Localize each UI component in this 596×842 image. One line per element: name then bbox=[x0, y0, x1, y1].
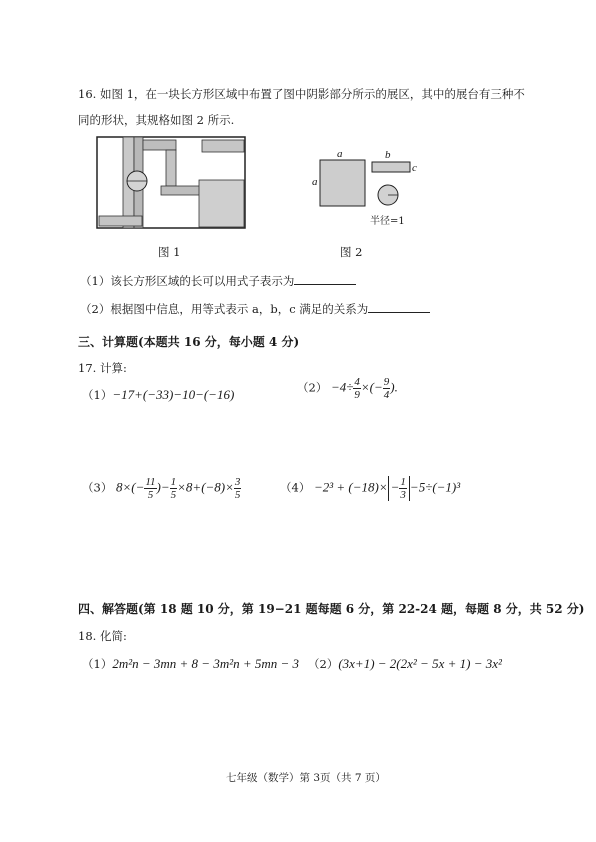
q17-p2-mid: ×(− bbox=[360, 379, 383, 395]
q18-label: 18. 化简: bbox=[78, 629, 127, 643]
section4-heading: 四、解答题(第 18 题 10 分，第 19−21 题每题 6 分，第 22-24 题，每题 8 分，共 52 分) bbox=[78, 602, 585, 616]
answer-blank-2[interactable] bbox=[368, 302, 430, 313]
q16-sub2 bbox=[80, 301, 430, 317]
q17-part4 bbox=[280, 476, 460, 501]
fig2-label-b: b bbox=[385, 149, 391, 161]
q17-p4-label: （4） bbox=[280, 480, 311, 495]
frac-den: 4 bbox=[383, 389, 390, 401]
section3-heading: 三、计算题(本题共 16 分，每小题 4 分) bbox=[78, 335, 300, 349]
fig1-mid-bar bbox=[161, 186, 201, 195]
q17-p4-abs-pre: − bbox=[390, 479, 400, 495]
q16-stem-line2: 同的形状，其规格如图 2 所示. bbox=[78, 113, 235, 127]
frac-num: 9 bbox=[383, 376, 390, 388]
q18-p2-label: （2） bbox=[308, 657, 339, 671]
absolute-value bbox=[388, 476, 410, 501]
fig1-bottom-bar bbox=[99, 216, 142, 226]
q17-p3-label: （3） bbox=[82, 480, 113, 495]
q17-label: 17. 计算: bbox=[78, 361, 127, 375]
frac-den: 5 bbox=[147, 489, 154, 501]
q18-p2-expr: (3x+1) − 2(2x² − 5x + 1) − 3x² bbox=[338, 656, 502, 671]
fig2-label-c: c bbox=[412, 162, 417, 174]
fig2-radius-label: 半径=1 bbox=[370, 216, 405, 227]
q18-part1 bbox=[82, 656, 299, 672]
q17-p2-post: ). bbox=[390, 379, 398, 395]
q16-sub2-text: （2）根据图中信息，用等式表示 a，b，c 满足的关系为 bbox=[80, 302, 369, 316]
q17-p1-label: （1） bbox=[82, 388, 113, 402]
frac-den: 3 bbox=[400, 489, 406, 501]
q17-p2-label: （2） bbox=[297, 380, 328, 395]
q17-p2-pre: −4÷ bbox=[330, 379, 354, 395]
q17-p1-expr: −17+(−33)−10−(−16) bbox=[112, 387, 235, 402]
fig2-label-a-left: a bbox=[312, 176, 318, 188]
fraction bbox=[353, 376, 361, 401]
q17-p4-a: −2³ + (−18)× bbox=[313, 479, 388, 495]
frac-num: 1 bbox=[170, 476, 177, 488]
frac-den: 5 bbox=[234, 489, 241, 501]
fig1-square bbox=[199, 180, 244, 227]
q17-part3 bbox=[82, 476, 241, 501]
fig2-rectangle bbox=[372, 162, 410, 172]
q17-p3-c: ×8+(−8)× bbox=[177, 479, 234, 495]
q18-part2 bbox=[308, 656, 502, 672]
fig1-top-bar bbox=[143, 140, 176, 150]
frac-num: 3 bbox=[234, 476, 241, 488]
fraction bbox=[144, 476, 156, 501]
q16-stem-line1: 16. 如图 1，在一块长方形区域中布置了图中阴影部分所示的展区，其中的展台有三种不 bbox=[78, 87, 525, 101]
fig1-right-top-bar bbox=[202, 140, 244, 152]
q18-p1-expr: 2m²n − 3mn + 8 − 3m²n + 5mn − 3 bbox=[112, 656, 300, 671]
fig2-label-a-top: a bbox=[337, 148, 343, 160]
figure-1 bbox=[96, 136, 246, 230]
q17-p4-b: −5÷(−1)³ bbox=[409, 479, 461, 495]
answer-blank-1[interactable] bbox=[294, 274, 356, 285]
q16-sub1-text: （1）该长方形区域的长可以用式子表示为 bbox=[80, 274, 295, 288]
fig1-vertical-bar bbox=[166, 150, 176, 186]
page-footer: 七年级（数学）第 3页（共 7 页） bbox=[226, 772, 386, 784]
fig2-caption: 图 2 bbox=[340, 245, 363, 259]
fraction bbox=[399, 476, 407, 501]
fig2-square bbox=[320, 160, 365, 206]
q17-part2 bbox=[297, 376, 398, 401]
q18-p1-label: （1） bbox=[82, 657, 113, 671]
frac-num: 1 bbox=[400, 476, 406, 488]
q17-p3-a: 8×(− bbox=[115, 479, 145, 495]
frac-num: 4 bbox=[354, 376, 360, 388]
q17-part1 bbox=[82, 387, 234, 403]
q17-p3-b: )− bbox=[156, 479, 170, 495]
fraction bbox=[234, 476, 242, 501]
frac-num: 11 bbox=[145, 476, 156, 488]
figure-2 bbox=[312, 150, 422, 230]
frac-den: 5 bbox=[170, 489, 177, 501]
fig1-caption: 图 1 bbox=[158, 245, 181, 259]
q16-sub1 bbox=[80, 273, 356, 289]
frac-den: 9 bbox=[354, 389, 360, 401]
